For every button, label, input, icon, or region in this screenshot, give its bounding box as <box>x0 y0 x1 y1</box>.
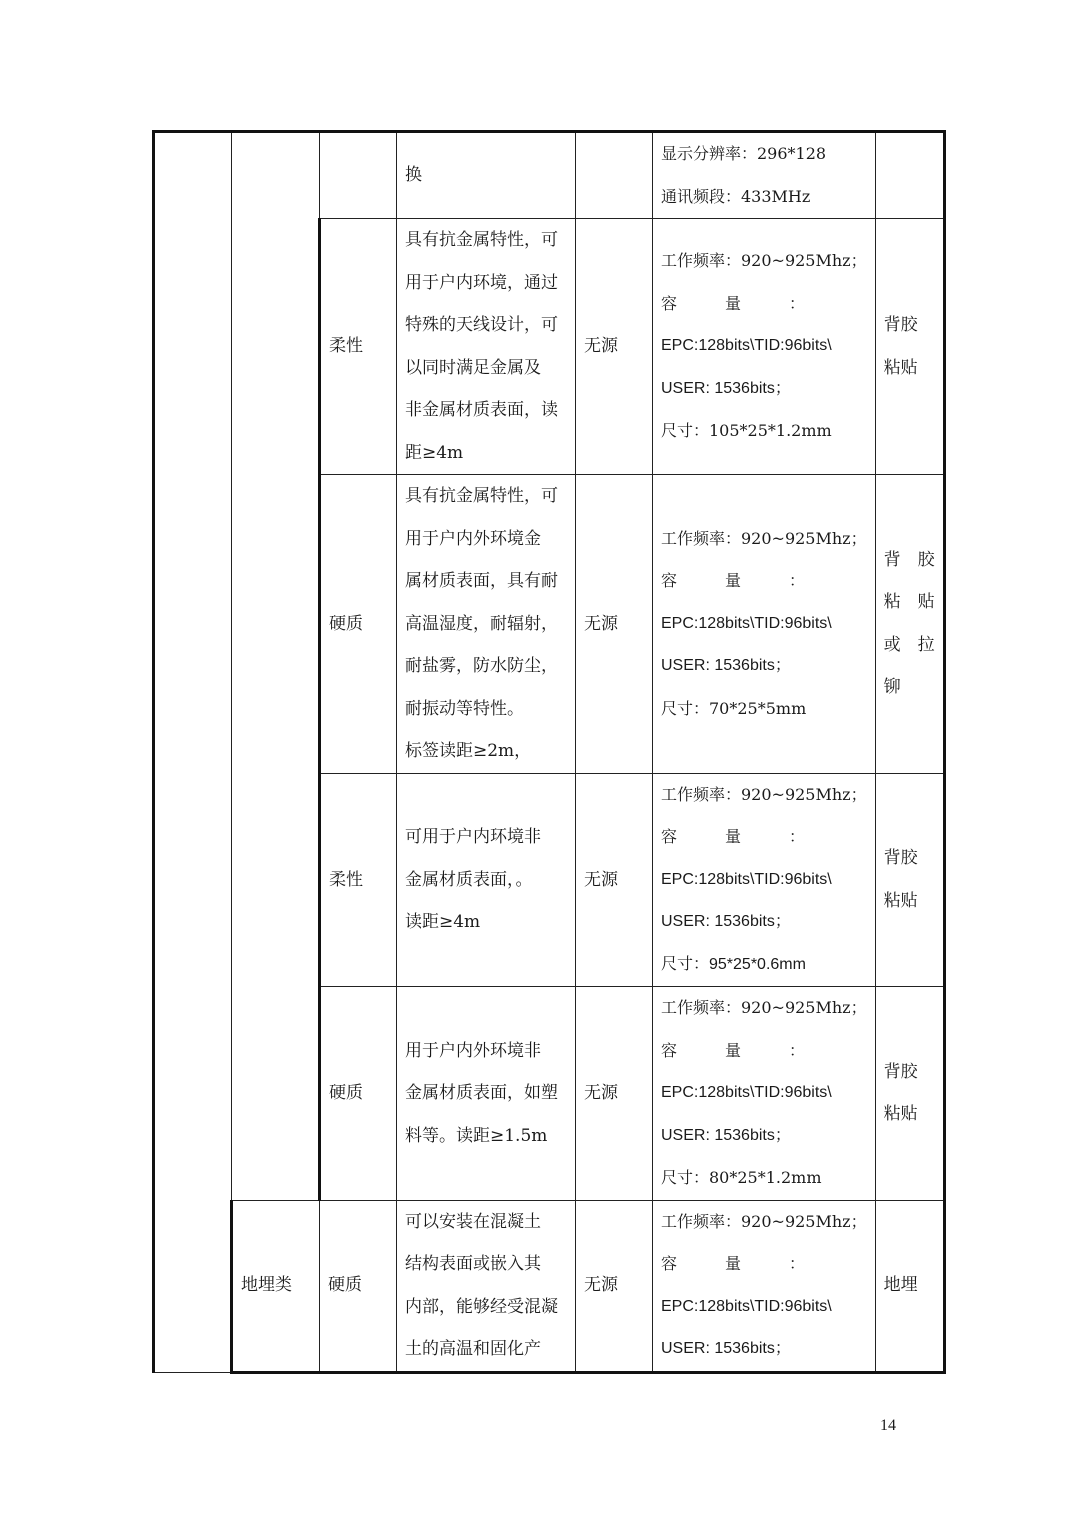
specs-cell: 工作频率：920~925Mhz； 容 量 ： EPC:128bits\TID:96bits\ USER: 1536bits； 尺寸：80*25*1.2mm <box>653 987 876 1201</box>
material-cell: 硬质 <box>320 475 397 774</box>
power-cell: 无源 <box>576 219 653 475</box>
page-number: 14 <box>880 1417 896 1434</box>
power-cell <box>576 132 653 219</box>
installation-cell: 背胶 粘贴 <box>875 987 944 1201</box>
material-cell: 柔性 <box>320 219 397 475</box>
material-cell <box>320 132 397 219</box>
installation-cell: 背胶 粘贴 <box>875 773 944 987</box>
specs-cell: 工作频率：920~925Mhz； 容 量 ： EPC:128bits\TID:96bits\ USER: 1536bits； 尺寸：70*25*5mm <box>653 475 876 774</box>
description-cell: 具有抗金属特性，可 用于户内外环境金 属材质表面，具有耐 高温湿度，耐辐射， 耐盐雾，防水防尘， 耐振动等特性。 标签读距≥2m， <box>397 475 576 774</box>
installation-cell: 地埋 <box>875 1200 944 1372</box>
category-cell <box>154 132 232 1373</box>
description-cell: 换 <box>397 132 576 219</box>
installation-cell <box>875 132 944 219</box>
tag-type-cell: 地埋类 <box>232 1200 320 1372</box>
spec-table <box>152 130 946 1374</box>
installation-cell: 背 胶 粘 贴 或 拉 铆 <box>875 475 944 774</box>
power-cell: 无源 <box>576 1200 653 1372</box>
power-cell: 无源 <box>576 475 653 774</box>
specs-cell: 工作频率：920~925Mhz； 容 量 ： EPC:128bits\TID:96bits\ USER: 1536bits； 尺寸：95*25*0.6mm <box>653 773 876 987</box>
table-row <box>154 132 945 219</box>
description-cell: 用于户内外环境非 金属材质表面，如塑 料等。读距≥1.5m <box>397 987 576 1201</box>
installation-cell: 背胶 粘贴 <box>875 219 944 475</box>
table-row <box>154 1200 945 1372</box>
tag-type-cell <box>232 132 320 1201</box>
description-cell: 具有抗金属特性，可 用于户内环境，通过 特殊的天线设计，可 以同时满足金属及 非金属材质表面，读 距≥4m <box>397 219 576 475</box>
description-cell: 可以安装在混凝土 结构表面或嵌入其 内部，能够经受混凝 土的高温和固化产 <box>397 1200 576 1372</box>
description-cell: 可用于户内环境非 金属材质表面，。 读距≥4m <box>397 773 576 987</box>
material-cell: 硬质 <box>320 1200 397 1372</box>
specs-cell: 工作频率：920~925Mhz； 容 量 ： EPC:128bits\TID:96bits\ USER: 1536bits； <box>653 1200 876 1372</box>
specs-cell: 显示分辨率：296*128 通讯频段：433MHz <box>653 132 876 219</box>
material-cell: 柔性 <box>320 773 397 987</box>
material-cell: 硬质 <box>320 987 397 1201</box>
specs-cell: 工作频率：920~925Mhz； 容 量 ： EPC:128bits\TID:96bits\ USER: 1536bits； 尺寸：105*25*1.2mm <box>653 219 876 475</box>
power-cell: 无源 <box>576 773 653 987</box>
power-cell: 无源 <box>576 987 653 1201</box>
